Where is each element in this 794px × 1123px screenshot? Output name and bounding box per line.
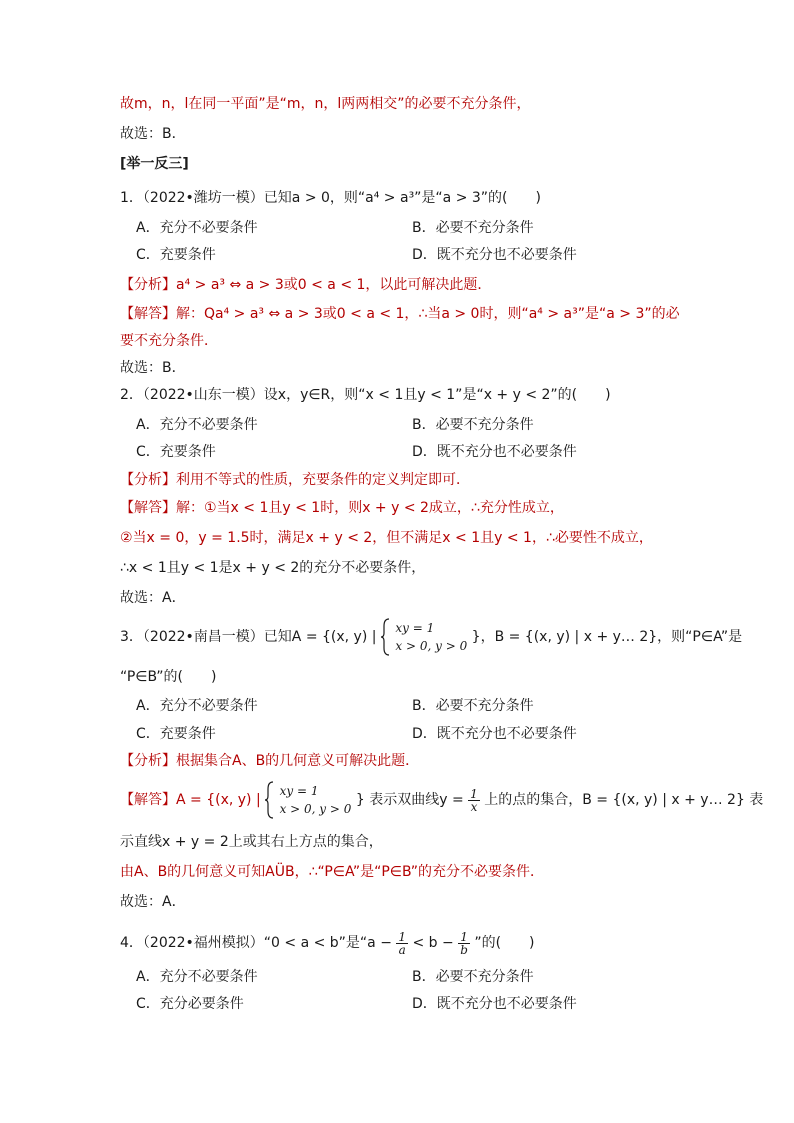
problem-2-answer: 故选：A． [120,590,186,606]
problem-2-analysis: 【分析】利用不等式的性质，充要条件的定义判定即可． [120,472,470,488]
problem-3-solution-system-bottom: x > 0, y > 0 [279,802,352,816]
problem-4-fraction-2 [458,931,470,956]
problem-1-option-b: B．必要不充分条件 [412,220,534,236]
problem-3-answer: 故选：A． [120,894,186,910]
fraction-denominator: b [460,942,468,957]
fraction-numerator: 1 [470,786,478,801]
problem-2-option-a: A．充分不必要条件 [136,417,258,433]
intro-answer: 故选：B． [120,126,186,142]
problem-3-solution-system-top: xy = 1 [279,784,319,798]
problem-1-answer: 故选：B． [120,360,186,376]
problem-4-stem-part-2: ”的( ) [474,935,535,951]
brace-icon [265,781,275,819]
problem-3-analysis-text: 【分析】根据集合A、B的几何意义可解决此题． [120,753,420,769]
problem-3-stem-part-1: 3．（2022•南昌一模）已知A = {(x, y) | [120,629,377,645]
problem-3-solution-part-1: 【解答】A = {(x, y) | [120,792,261,808]
problem-1-option-c: C．充要条件 [136,247,216,263]
problem-3-system-bottom: x > 0, y > 0 [395,639,468,653]
fraction-numerator: 1 [458,931,470,944]
fraction-denominator: x [470,799,478,814]
problem-2-solution-line-3: ∴x < 1且y < 1是x + y < 2的充分不必要条件， [120,560,426,576]
problem-3-stem-line-2: “P∈B”的( ) [120,669,217,685]
section-title: [举一反三] [120,156,189,172]
problem-4-fraction-1 [396,931,408,956]
problem-3-system-top: xy = 1 [395,621,435,635]
problem-3-option-a: A．充分不必要条件 [136,698,258,714]
problem-4-option-a: A．充分不必要条件 [136,969,258,985]
problem-1-option-a: A．充分不必要条件 [136,220,258,236]
problem-4-stem [120,925,535,961]
problem-2-stem: 2．（2022•山东一模）设x，y∈R，则“x < 1且y < 1”是“x + y < 2”的( ) [120,387,611,403]
fraction-denominator: a [398,942,406,957]
problem-2-solution-line-2: ②当x = 0，y = 1.5时，满足x + y < 2，但不满足x < 1且y < 1，∴必要性不成立， [120,530,653,546]
problem-3-solution-part-2: } 表示双曲线y = [355,792,464,808]
problem-4-option-d: D．既不充分也不必要条件 [412,996,577,1012]
problem-1-option-d: D．既不充分也不必要条件 [412,247,577,263]
problem-1-stem: 1．（2022•潍坊一模）已知a > 0，则“a⁴ > a³”是“a > 3”的( ) [120,190,541,206]
problem-4-stem-part-1: 4．（2022•福州模拟）“0 < a < b”是“a − [120,935,392,951]
problem-3-solution-line-3: 由A、B的几何意义可知AÜB，∴“P∈A”是“P∈B”的充分不必要条件． [120,864,545,880]
problem-3-solution-fraction [468,788,480,813]
problem-4-stem-mid: < b − [412,935,454,951]
problem-4-option-c: C．充分必要条件 [136,996,244,1012]
problem-3-solution-line-2: 示直线x + y = 2上或其右上方点的集合， [120,834,383,850]
intro-line-1: 故m，n，l在同一平面”是“m，n，l两两相交”的必要不充分条件， [120,96,531,112]
problem-1-analysis: 【分析】a⁴ > a³ ⇔ a > 3或0 < a < 1，以此可解决此题． [120,277,492,293]
problem-2-option-c: C．充要条件 [136,444,216,460]
problem-3-option-d: D．既不充分也不必要条件 [412,726,577,742]
problem-1-solution-line-2: 要不充分条件． [120,333,218,349]
problem-3-system [395,619,467,655]
problem-4-option-b: B．必要不充分条件 [412,969,534,985]
problem-3-solution-line-1 [120,780,763,820]
problem-2-option-b: B．必要不充分条件 [412,417,534,433]
problem-3-solution-part-3: 上的点的集合，B = {(x, y) | x + y… 2} 表 [484,792,764,808]
problem-3-stem [120,617,742,657]
problem-3-option-c: C．充要条件 [136,726,216,742]
fraction-numerator: 1 [398,929,407,944]
problem-2-option-d: D．既不充分也不必要条件 [412,444,577,460]
problem-3-option-b: B．必要不充分条件 [412,698,534,714]
brace-icon [381,618,391,656]
problem-3-solution-system [280,782,352,818]
problem-3-stem-part-2: }，B = {(x, y) | x + y… 2}，则“P∈A”是 [471,629,743,645]
problem-1-solution-line-1: 【解答】解：Qa⁴ > a³ ⇔ a > 3或0 < a < 1，∴当a > 0时，则“a⁴ > a³”是“a > 3”的必 [120,306,680,322]
problem-3-analysis [120,751,419,771]
problem-2-solution-line-1: 【解答】解：①当x < 1且y < 1时，则x + y < 2成立，∴充分性成立， [120,500,564,516]
